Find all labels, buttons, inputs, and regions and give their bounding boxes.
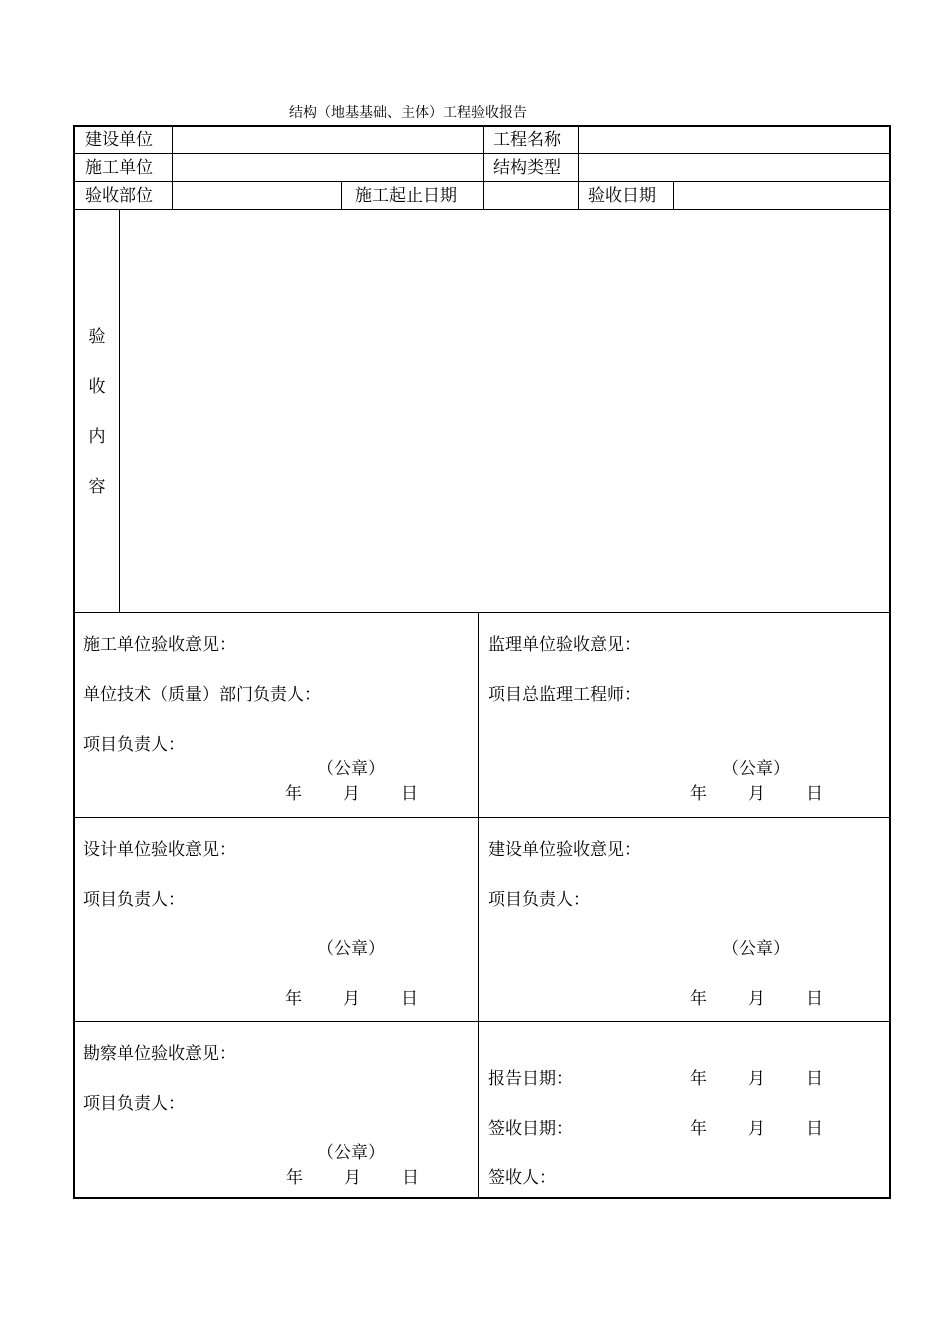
year-label: 年 bbox=[690, 1119, 707, 1139]
owner-opinion-title: 建设单位验收意见： bbox=[488, 840, 641, 860]
acceptance-part-field[interactable] bbox=[173, 182, 341, 209]
contractor-unit-label: 施工单位 bbox=[85, 158, 153, 178]
month-label: 月 bbox=[344, 1168, 361, 1188]
project-name-field[interactable] bbox=[579, 127, 889, 153]
row-divider bbox=[75, 1021, 889, 1022]
content-label-char: 内 bbox=[88, 427, 106, 447]
design-opinion-title: 设计单位验收意见： bbox=[83, 840, 236, 860]
acceptance-form bbox=[73, 125, 891, 1199]
receipt-date-label: 签收日期： bbox=[488, 1119, 573, 1139]
supervisor-opinion-title: 监理单位验收意见： bbox=[488, 635, 641, 655]
month-label: 月 bbox=[343, 784, 360, 804]
content-label-char: 容 bbox=[88, 477, 106, 497]
construction-unit-label: 建设单位 bbox=[85, 130, 153, 150]
year-label: 年 bbox=[285, 784, 302, 804]
col-divider bbox=[341, 181, 342, 209]
seal-label: （公章） bbox=[722, 759, 790, 779]
acceptance-date-field[interactable] bbox=[674, 182, 889, 209]
seal-label: （公章） bbox=[317, 939, 385, 959]
row-divider bbox=[75, 612, 889, 613]
content-label-char: 收 bbox=[88, 377, 106, 397]
project-head-label: 项目负责人： bbox=[83, 735, 185, 755]
contractor-opinion-title: 施工单位验收意见： bbox=[83, 635, 236, 655]
day-label: 日 bbox=[402, 1168, 419, 1188]
day-label: 日 bbox=[806, 989, 823, 1009]
month-label: 月 bbox=[343, 989, 360, 1009]
acceptance-content-field[interactable] bbox=[120, 210, 889, 612]
acceptance-part-label: 验收部位 bbox=[85, 186, 153, 206]
month-label: 月 bbox=[748, 1119, 765, 1139]
month-label: 月 bbox=[748, 1069, 765, 1089]
row-divider bbox=[75, 817, 889, 818]
report-title: 结构（地基基础、主体）工程验收报告 bbox=[289, 105, 527, 121]
structure-type-field[interactable] bbox=[579, 154, 889, 181]
structure-type-label: 结构类型 bbox=[493, 158, 561, 178]
day-label: 日 bbox=[806, 1119, 823, 1139]
project-head-label: 项目负责人： bbox=[83, 1094, 185, 1114]
construction-period-label: 施工起止日期 bbox=[355, 186, 457, 206]
seal-label: （公章） bbox=[722, 939, 790, 959]
project-head-label: 项目负责人： bbox=[488, 890, 590, 910]
year-label: 年 bbox=[690, 1069, 707, 1089]
year-label: 年 bbox=[690, 784, 707, 804]
day-label: 日 bbox=[401, 784, 418, 804]
month-label: 月 bbox=[748, 989, 765, 1009]
construction-unit-field[interactable] bbox=[173, 127, 483, 153]
report-date-label: 报告日期： bbox=[488, 1069, 573, 1089]
year-label: 年 bbox=[285, 989, 302, 1009]
seal-label: （公章） bbox=[317, 759, 385, 779]
construction-period-field[interactable] bbox=[484, 182, 578, 209]
survey-opinion-title: 勘察单位验收意见： bbox=[83, 1044, 236, 1064]
year-label: 年 bbox=[690, 989, 707, 1009]
receiver-label: 签收人： bbox=[488, 1168, 556, 1188]
day-label: 日 bbox=[401, 989, 418, 1009]
seal-label: （公章） bbox=[317, 1143, 385, 1163]
tech-head-label: 单位技术（质量）部门负责人： bbox=[83, 685, 321, 705]
day-label: 日 bbox=[806, 1069, 823, 1089]
year-label: 年 bbox=[286, 1168, 303, 1188]
content-label-char: 验 bbox=[88, 327, 106, 347]
contractor-unit-field[interactable] bbox=[173, 154, 483, 181]
month-label: 月 bbox=[748, 784, 765, 804]
project-name-label: 工程名称 bbox=[493, 130, 561, 150]
acceptance-date-label: 验收日期 bbox=[588, 186, 656, 206]
chief-engineer-label: 项目总监理工程师： bbox=[488, 685, 641, 705]
col-divider bbox=[478, 612, 479, 1199]
day-label: 日 bbox=[806, 784, 823, 804]
project-head-label: 项目负责人： bbox=[83, 890, 185, 910]
